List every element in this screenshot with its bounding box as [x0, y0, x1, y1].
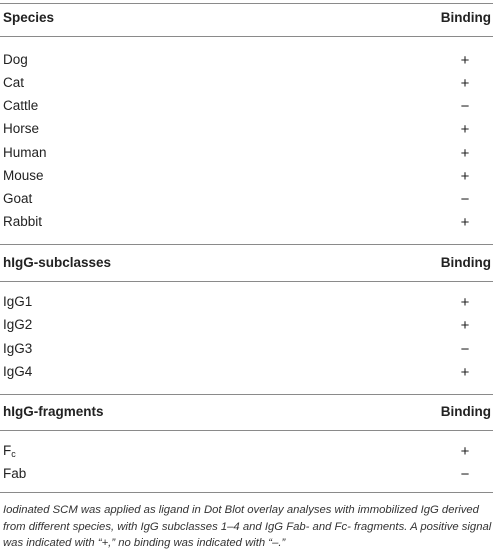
binding-value: +: [460, 168, 470, 185]
row-label: IgG4: [3, 364, 33, 379]
row-label-subscript: c: [11, 449, 16, 459]
table-bottom-rule: [0, 492, 493, 493]
row-label: IgG2: [3, 317, 33, 332]
header-value: Binding: [440, 10, 491, 25]
table-row: [0, 443, 493, 466]
row-label: Human: [3, 145, 47, 160]
table-row: [0, 191, 493, 214]
row-label: [3, 443, 16, 459]
row-label: Horse: [3, 121, 40, 136]
binding-value: +: [460, 121, 470, 138]
table-top-rule: [0, 3, 493, 4]
binding-value: −: [460, 466, 470, 483]
binding-value: +: [460, 294, 470, 311]
binding-value: +: [460, 75, 470, 92]
table-row: [0, 52, 493, 75]
table-row: [0, 317, 493, 340]
binding-value: +: [460, 145, 470, 162]
row-label: Mouse: [3, 168, 44, 183]
binding-value: +: [460, 52, 470, 69]
binding-value: +: [460, 443, 470, 460]
row-label-main: F: [3, 443, 12, 458]
table-row: [0, 168, 493, 191]
row-label: Goat: [3, 191, 33, 206]
header-rule: [0, 36, 493, 37]
table-row: [0, 294, 493, 317]
binding-value: −: [460, 341, 470, 358]
binding-value: +: [460, 214, 470, 231]
binding-value: +: [460, 317, 470, 334]
table-caption: Iodinated SCM was applied as ligand in Dot Blot overlay analyses with immobilized IgG derived from different species, with IgG subclasses 1–4 and IgG Fab- and Fc- fragments. A positive signal was indicated with “+,” no binding was indicated with “–.”: [3, 504, 492, 549]
table-row: [0, 75, 493, 98]
header-value: Binding: [440, 404, 491, 419]
row-label: Cat: [3, 75, 25, 90]
binding-value: −: [460, 191, 470, 208]
header-value: Binding: [440, 255, 491, 270]
table-row: [0, 98, 493, 121]
row-label: Dog: [3, 52, 28, 67]
section-rule: [0, 244, 493, 245]
header-rule: [0, 430, 493, 431]
row-label: Fab: [3, 466, 27, 481]
row-label: IgG3: [3, 341, 33, 356]
table-row: [0, 341, 493, 364]
row-label: Cattle: [3, 98, 39, 113]
binding-value: +: [460, 364, 470, 381]
header-rule: [0, 281, 493, 282]
binding-value: −: [460, 98, 470, 115]
section-rule: [0, 394, 493, 395]
table-row: [0, 364, 493, 387]
row-label: IgG1: [3, 294, 33, 309]
header-label: hIgG-subclasses: [3, 255, 112, 270]
table-row: [0, 214, 493, 237]
table-row: [0, 121, 493, 144]
row-label: Rabbit: [3, 214, 43, 229]
table-row: [0, 145, 493, 168]
table-row: [0, 466, 493, 489]
header-label: Species: [3, 10, 55, 25]
header-label: hIgG-fragments: [3, 404, 104, 419]
